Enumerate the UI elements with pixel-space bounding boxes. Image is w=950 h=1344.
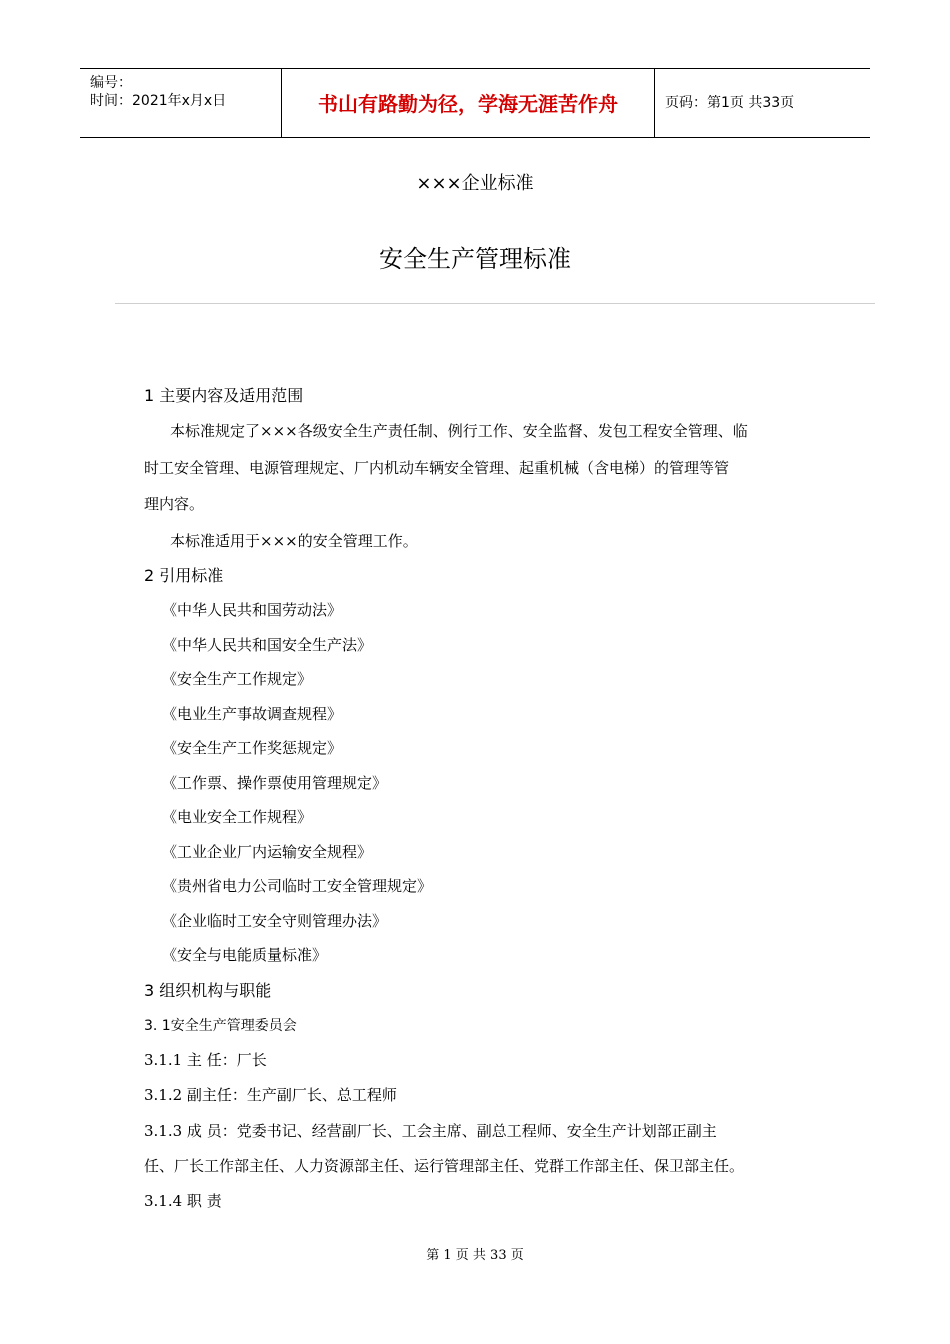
- motto-text: 书山有路勤为径，学海无涯苦作舟: [318, 92, 618, 116]
- reference-item: 《安全与电能质量标准》: [162, 946, 328, 964]
- main-title: 安全生产管理标准: [379, 245, 571, 273]
- section1-paragraph-line: 理内容。: [144, 495, 205, 513]
- header-meta-cell: [80, 69, 282, 137]
- reference-item: 《电业安全工作规程》: [162, 808, 313, 826]
- reference-item: 《电业生产事故调查规程》: [162, 705, 343, 723]
- reference-item: 《工作票、操作票使用管理规定》: [162, 774, 388, 792]
- page-footer: 第 1 页 共 33 页: [426, 1248, 524, 1263]
- header-motto-cell: [282, 69, 655, 137]
- section3-item: 任、厂长工作部主任、人力资源部主任、运行管理部主任、党群工作部主任、保卫部主任。: [144, 1157, 745, 1175]
- reference-item: 《中华人民共和国安全生产法》: [162, 636, 373, 654]
- time-label: 时间：2021年x月x日: [90, 93, 227, 109]
- reference-item: 《安全生产工作规定》: [162, 670, 313, 688]
- reference-item: 《中华人民共和国劳动法》: [162, 601, 343, 619]
- section3-item: 3.1.2 副主任：生产副厂长、总工程师: [144, 1086, 397, 1104]
- org-title: ×××企业标准: [416, 173, 534, 194]
- reference-item: 《企业临时工安全守则管理办法》: [162, 912, 388, 930]
- number-label: 编号：: [90, 75, 132, 91]
- section1-paragraph-line: 本标准规定了×××各级安全生产责任制、例行工作、安全监督、发包工程安全管理、临: [170, 422, 748, 440]
- section1-scope-paragraph: 本标准适用于×××的安全管理工作。: [170, 532, 418, 550]
- section1-heading: 1 主要内容及适用范围: [144, 386, 304, 405]
- section3-heading: 3 组织机构与职能: [144, 981, 272, 1000]
- section1-paragraph-line: 时工安全管理、电源管理规定、厂内机动车辆安全管理、起重机械（含电梯）的管理等管: [144, 459, 730, 477]
- section2-heading: 2 引用标准: [144, 566, 224, 585]
- section3-item: 3.1.3 成 员：党委书记、经营副厂长、工会主席、副总工程师、安全生产计划部正副主: [144, 1122, 717, 1140]
- reference-item: 《工业企业厂内运输安全规程》: [162, 843, 373, 861]
- page-info: 页码：第1页 共33页: [665, 95, 795, 111]
- reference-item: 《贵州省电力公司临时工安全管理规定》: [162, 877, 433, 895]
- section3-item: 3.1.4 职 责: [144, 1192, 222, 1210]
- section3-item: 3.1.1 主 任：厂长: [144, 1051, 267, 1069]
- reference-item: 《安全生产工作奖惩规定》: [162, 739, 343, 757]
- document-header-table: [80, 68, 870, 138]
- section3-subheading: 3. 1安全生产管理委员会: [144, 1018, 297, 1034]
- title-divider: [115, 303, 875, 304]
- header-page-cell: [655, 69, 870, 137]
